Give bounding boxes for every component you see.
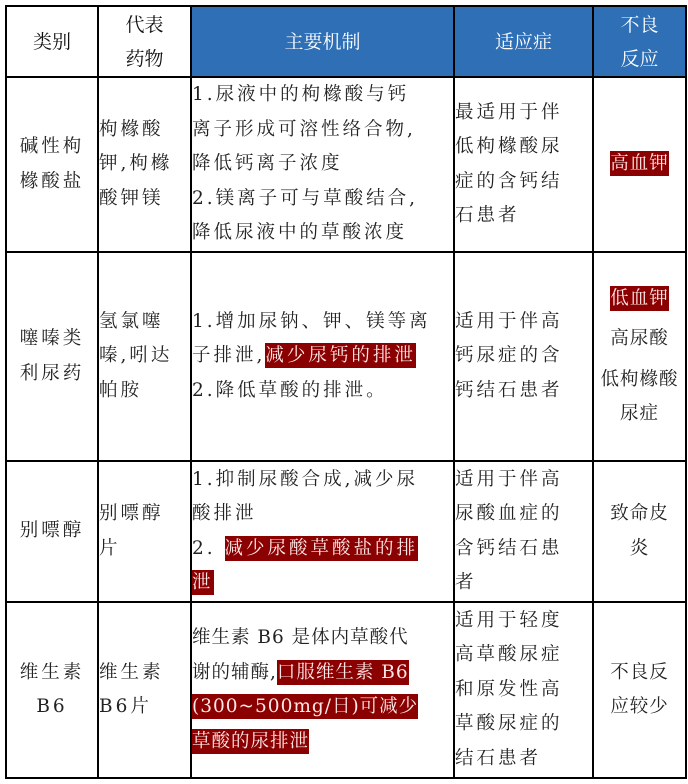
cell-text: 钾,枸橼 <box>99 153 173 175</box>
cell-text: 钙结石患者 <box>455 379 563 401</box>
cell-text: 维生素 <box>99 661 164 683</box>
cell-text: 别嘌醇 <box>99 503 164 524</box>
cell-text: 酸排泄 <box>192 503 257 524</box>
adverse-cell <box>593 461 686 602</box>
cell-line <box>192 725 453 760</box>
category-cell <box>6 602 98 778</box>
cell-text: 子排泄, <box>192 345 266 367</box>
category-cell <box>6 461 98 602</box>
mechanism-highlight: 减少尿钙的排泄 <box>265 345 416 367</box>
table-row <box>6 252 686 461</box>
cell-text: 降低钙离子浓度 <box>192 153 343 175</box>
cell-text: 酸钾镁 <box>99 187 164 209</box>
mechanism-highlight: 草酸的尿排泄 <box>192 730 310 752</box>
adverse-item: 低枸橼酸尿症 <box>600 368 679 424</box>
cell-text: 碱性枸 <box>19 136 85 157</box>
header-row <box>6 6 686 77</box>
header-text: 不良 <box>620 13 659 36</box>
cell-text: 高草酸尿症 <box>455 644 563 666</box>
cell-text: 石患者 <box>455 205 520 226</box>
drug-comparison-table <box>5 5 687 779</box>
cell-text: 1.尿液中的枸橼酸与钙 <box>192 84 410 106</box>
cell-text: 离子形成可溶性络合物, <box>192 118 416 140</box>
mechanism-cell <box>191 252 454 461</box>
header-text: 代表 <box>125 13 164 36</box>
cell-line <box>192 339 453 374</box>
adverse-cell <box>593 252 686 461</box>
cell-text: 最适用于伴 <box>455 101 563 123</box>
header-mechanism <box>191 6 454 77</box>
cell-text: 症的含钙结 <box>455 170 563 192</box>
cell-text: 尿酸血症的 <box>455 503 563 524</box>
cell-text: 利尿药 <box>19 362 85 384</box>
cell-text: 噻嗪类 <box>19 328 85 349</box>
table-row <box>6 77 686 252</box>
indication-cell <box>454 77 593 252</box>
mechanism-cell <box>191 461 454 602</box>
mechanism-cell <box>191 77 454 252</box>
indication-cell <box>454 252 593 461</box>
cell-text: 适用于伴高 <box>455 468 563 490</box>
cell-text: 含钙结石患 <box>455 537 563 559</box>
cell-text: 降低尿液中的草酸浓度 <box>192 222 408 244</box>
mechanism-highlight: 口服维生素 B6 <box>276 661 409 683</box>
mechanism-highlight: (300~500mg/日)可减少 <box>192 696 419 717</box>
drug-cell <box>98 461 191 602</box>
cell-text: 橼酸盐 <box>19 170 85 192</box>
cell-text: 片 <box>99 537 121 559</box>
adverse-highlight: 低血钾 <box>610 287 669 309</box>
adverse-cell <box>593 602 686 778</box>
cell-text: 1.抑制尿酸合成,减少尿 <box>192 468 419 490</box>
header-text: 主要机制 <box>284 30 361 53</box>
cell-line <box>192 690 453 725</box>
cell-line <box>192 566 453 601</box>
adverse-item: 不良反应较少 <box>610 661 669 717</box>
mechanism-highlight: 泄 <box>192 572 214 593</box>
category-cell <box>6 252 98 461</box>
cell-text: B6片 <box>99 696 152 717</box>
cell-text: 者 <box>455 572 477 593</box>
cell-text: 和原发性高 <box>455 678 563 700</box>
header-adverse <box>593 6 686 77</box>
cell-text: 维生素 <box>19 661 85 683</box>
cell-text: 草酸尿症的 <box>455 713 563 735</box>
cell-text: 钙尿症的含 <box>455 345 563 367</box>
category-cell <box>6 77 98 252</box>
header-drugs <box>98 6 191 77</box>
cell-text: 谢的辅酶, <box>192 661 277 683</box>
mechanism-highlight: 减少尿酸草酸盐的排 <box>224 537 419 559</box>
cell-text: 适用于轻度 <box>455 609 563 631</box>
cell-text: 结石患者 <box>455 747 542 769</box>
cell-text: 2.降低草酸的排泄。 <box>192 379 388 401</box>
cell-text: 别嘌醇 <box>19 520 85 542</box>
cell-text: 帕胺 <box>99 379 143 401</box>
cell-text: 嗪,吲达 <box>99 345 173 367</box>
cell-line <box>192 656 453 691</box>
header-text: 反应 <box>620 47 659 70</box>
adverse-item: 致命皮炎 <box>610 503 669 559</box>
header-category <box>6 6 98 77</box>
cell-text: B6 <box>36 696 68 717</box>
drug-cell <box>98 602 191 778</box>
adverse-item <box>596 282 683 317</box>
adverse-highlight: 高血钾 <box>610 153 669 175</box>
drug-cell <box>98 252 191 461</box>
cell-line <box>192 532 453 567</box>
header-text: 类别 <box>32 30 71 53</box>
cell-text: 2. <box>192 537 216 559</box>
header-text: 适应症 <box>494 30 552 53</box>
cell-text: 1.增加尿钠、钾、镁等离 <box>192 310 431 332</box>
table-row <box>6 461 686 602</box>
cell-text: 枸橼酸 <box>99 118 164 140</box>
header-text: 药物 <box>125 47 164 70</box>
cell-text: 氢氯噻 <box>99 310 164 332</box>
cell-text: 2.镁离子可与草酸结合, <box>192 187 419 209</box>
table-row <box>6 602 686 778</box>
cell-text: 适用于伴高 <box>455 310 563 332</box>
adverse-item: 高尿酸 <box>610 328 669 349</box>
indication-cell <box>454 461 593 602</box>
cell-text: 低枸橼酸尿 <box>455 136 563 157</box>
indication-cell <box>454 602 593 778</box>
cell-text: 维生素 B6 是体内草酸代 <box>192 627 409 648</box>
header-indication <box>454 6 593 77</box>
mechanism-cell <box>191 602 454 778</box>
drug-cell <box>98 77 191 252</box>
adverse-cell <box>593 77 686 252</box>
